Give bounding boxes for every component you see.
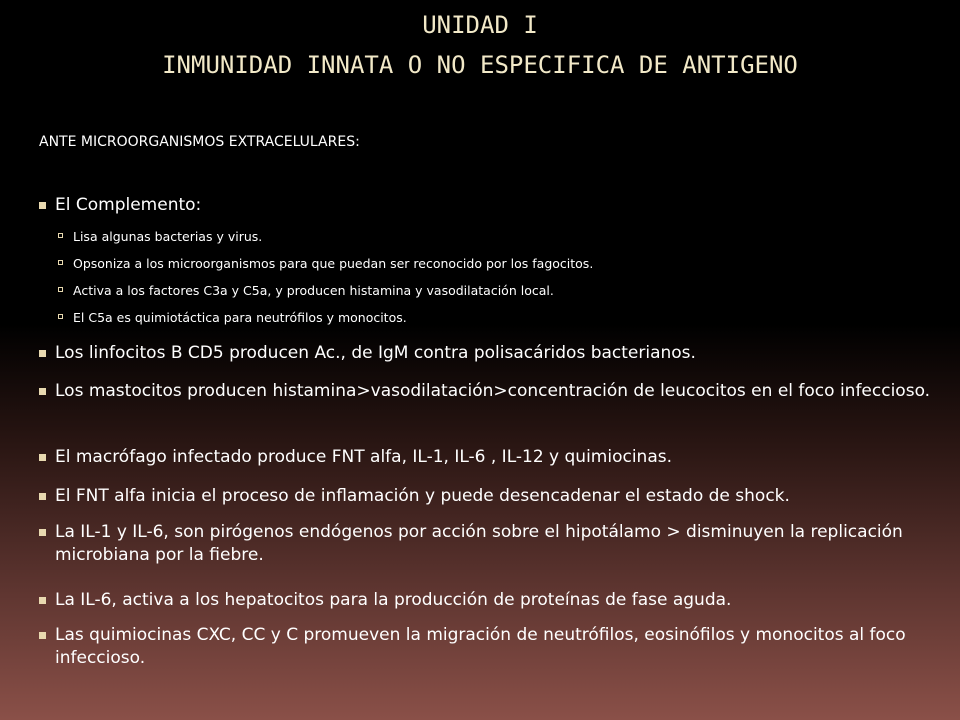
square-bullet-icon xyxy=(39,597,46,604)
bullet-text: La IL-1 y IL-6, son pirógenos endógenos por acción sobre el hipotálamo > disminuyen la replicación microbiana por la fiebre. xyxy=(55,522,903,565)
square-bullet-icon xyxy=(39,202,46,209)
bullet-text: Las quimiocinas CXC, CC y C promueven la migración de neutrófilos, eosinófilos y monocitos al foco infeccioso. xyxy=(55,625,906,668)
hollow-square-bullet-icon xyxy=(58,287,63,292)
bullet-text: El FNT alfa inicia el proceso de inflamación y puede desencadenar el estado de shock. xyxy=(55,486,790,506)
bullet-text: Los linfocitos B CD5 producen Ac., de IgM contra polisacáridos bacterianos. xyxy=(55,343,696,363)
bullet-text: El macrófago infectado produce FNT alfa, IL-1, IL-6 , IL-12 y quimiocinas. xyxy=(55,447,672,467)
square-bullet-icon xyxy=(39,632,46,639)
sub-bullet-text: Lisa algunas bacterias y virus. xyxy=(73,229,263,244)
hollow-square-bullet-icon xyxy=(58,260,63,265)
square-bullet-icon xyxy=(39,350,46,357)
hollow-square-bullet-icon xyxy=(58,233,63,238)
slide-title-line-2: INMUNIDAD INNATA O NO ESPECIFICA DE ANTIGENO xyxy=(162,51,798,79)
square-bullet-icon xyxy=(39,529,46,536)
bullet-text: Los mastocitos producen histamina>vasodilatación>concentración de leucocitos en el foco infeccioso. xyxy=(55,381,931,401)
square-bullet-icon xyxy=(39,454,46,461)
square-bullet-icon xyxy=(39,388,46,395)
bullet-text: El Complemento: xyxy=(55,195,202,215)
sub-bullet-text: El C5a es quimiotáctica para neutrófilos y monocitos. xyxy=(73,310,407,325)
slide-title-line-1: UNIDAD I xyxy=(422,11,538,39)
sub-bullet-text: Opsoniza a los microorganismos para que puedan ser reconocido por los fagocitos. xyxy=(73,256,594,271)
square-bullet-icon xyxy=(39,493,46,500)
bullet-text: La IL-6, activa a los hepatocitos para la producción de proteínas de fase aguda. xyxy=(55,590,732,610)
sub-bullet-text: Activa a los factores C3a y C5a, y producen histamina y vasodilatación local. xyxy=(73,283,554,298)
section-heading: ANTE MICROORGANISMOS EXTRACELULARES: xyxy=(39,134,360,150)
hollow-square-bullet-icon xyxy=(58,314,63,319)
